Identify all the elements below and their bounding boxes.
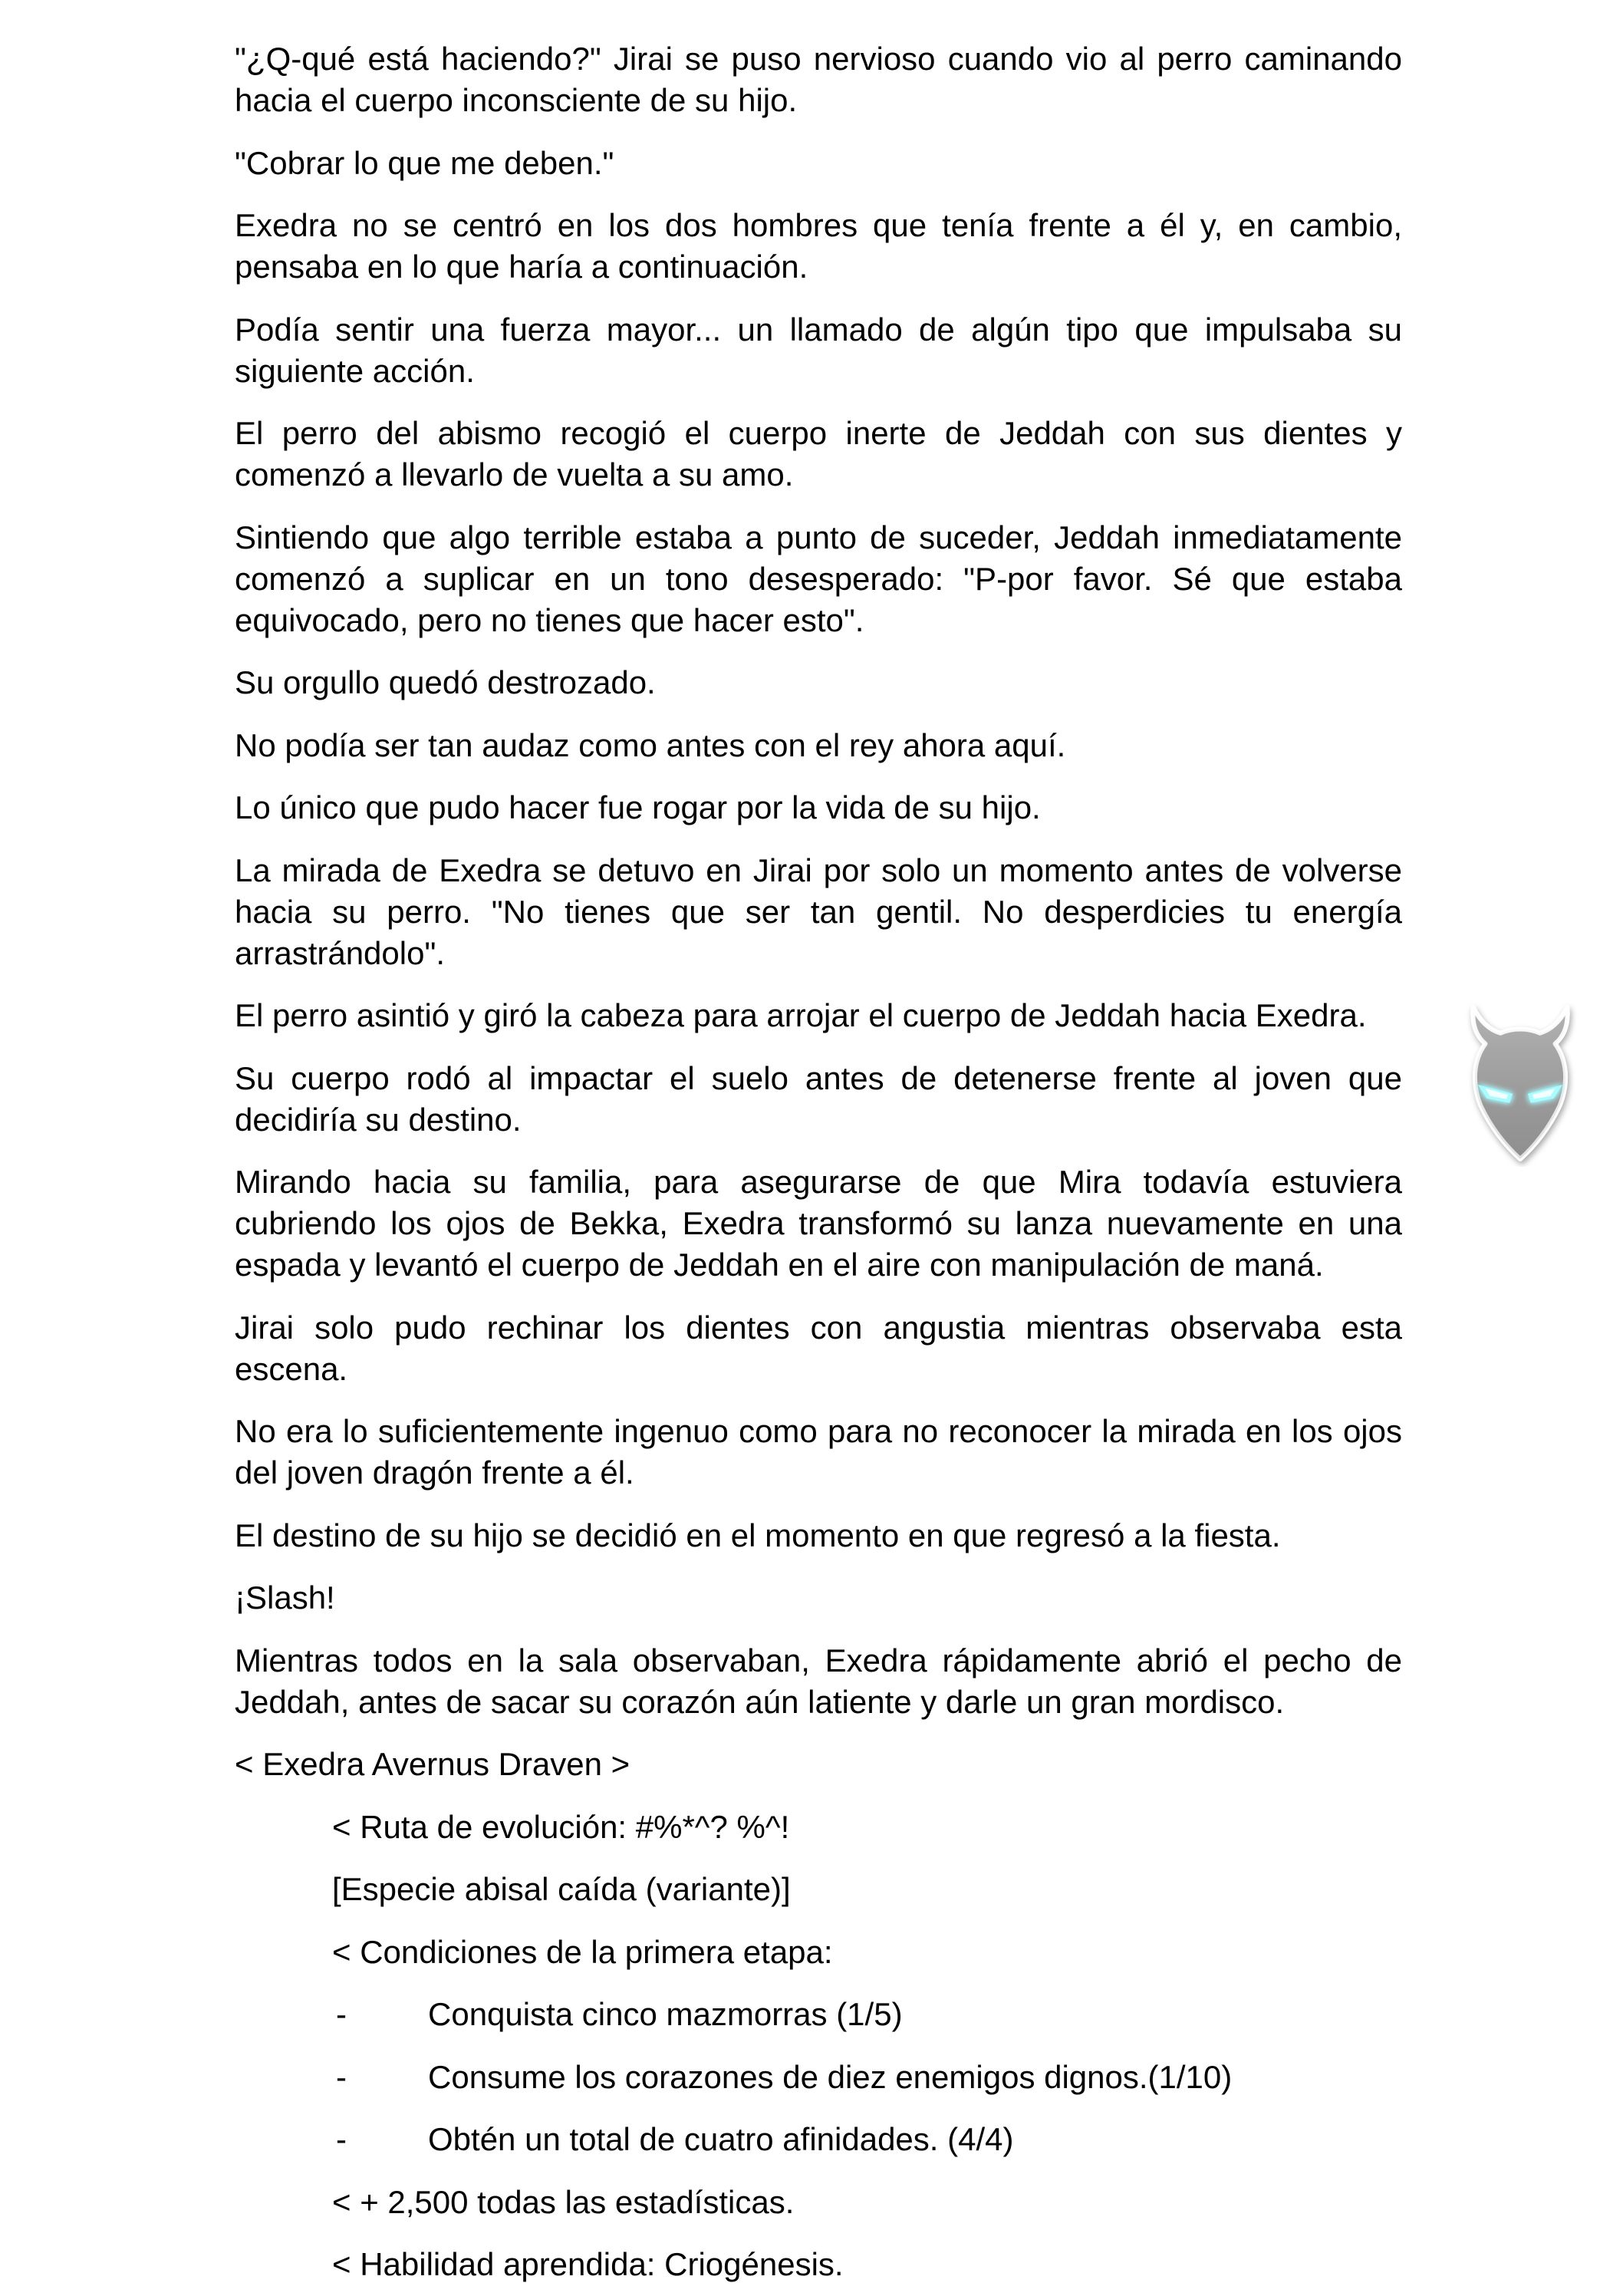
species-label bbox=[235, 1869, 1402, 1910]
paragraph-line: Mientras todos en la sala observaban, Exedra rápidamente abrió el pecho de bbox=[235, 1642, 1402, 1678]
paragraph-line: escena. bbox=[235, 1350, 348, 1387]
paragraph bbox=[235, 995, 1402, 1036]
watermark-logo bbox=[1452, 1000, 1588, 1167]
reward-skill-text: < Habilidad aprendida: Criogénesis. bbox=[332, 2246, 844, 2282]
paragraph-line: siguiente acción. bbox=[235, 352, 475, 389]
conditions-heading bbox=[235, 1932, 1402, 1973]
paragraph-line: arrastrándolo". bbox=[235, 934, 446, 971]
paragraph-line: Exedra no se centró en los dos hombres que tenía frente a él y, en cambio, bbox=[235, 207, 1402, 243]
reward-skill bbox=[235, 2244, 1402, 2285]
paragraph-line: Su orgullo quedó destrozado. bbox=[235, 664, 656, 700]
bullet-dash: - bbox=[336, 1996, 347, 2032]
condition-text: Obtén un total de cuatro afinidades. (4/4) bbox=[428, 2121, 1014, 2157]
paragraph bbox=[235, 850, 1402, 974]
paragraph-line: decidiría su destino. bbox=[235, 1101, 522, 1138]
paragraph-line: Sintiendo que algo terrible estaba a punto de suceder, Jeddah inmediatamente bbox=[235, 519, 1402, 555]
paragraph bbox=[235, 662, 1402, 703]
paragraph-line: cubriendo los ojos de Bekka, Exedra transformó su lanza nuevamente en una bbox=[235, 1205, 1402, 1241]
condition-item bbox=[235, 1994, 1402, 2035]
paragraph bbox=[235, 143, 1402, 184]
paragraph-line: Jirai solo pudo rechinar los dientes con angustia mientras observaba esta bbox=[235, 1309, 1402, 1346]
paragraph-line: equivocado, pero no tienes que hacer esto". bbox=[235, 601, 864, 638]
paragraph-line: Lo único que pudo hacer fue rogar por la vida de su hijo. bbox=[235, 789, 1041, 825]
condition-text: Consume los corazones de diez enemigos dignos.(1/10) bbox=[428, 2058, 1233, 2095]
bullet-dash: - bbox=[336, 2058, 347, 2095]
paragraph-line: Mirando hacia su familia, para asegurarse de que Mira todavía estuviera bbox=[235, 1164, 1402, 1200]
document-page bbox=[235, 38, 1402, 2285]
paragraph bbox=[235, 38, 1402, 121]
paragraph-line: espada y levantó el cuerpo de Jeddah en el aire con manipulación de maná. bbox=[235, 1247, 1324, 1283]
paragraph bbox=[235, 1640, 1402, 1723]
status-window-title bbox=[235, 1744, 1402, 1785]
paragraph-line: No era lo suficientemente ingenuo como para no reconocer la mirada en los ojos bbox=[235, 1413, 1402, 1449]
paragraph bbox=[235, 309, 1402, 392]
paragraph-line: El perro del abismo recogió el cuerpo inerte de Jeddah con sus dientes y bbox=[235, 415, 1402, 451]
paragraph-line: "¿Q-qué está haciendo?" Jirai se puso nervioso cuando vio al perro caminando bbox=[235, 41, 1402, 77]
paragraph bbox=[235, 725, 1402, 766]
condition-text: Conquista cinco mazmorras (1/5) bbox=[428, 1996, 903, 2032]
paragraph bbox=[235, 413, 1402, 496]
species-text: [Especie abisal caída (variante)] bbox=[332, 1871, 791, 1907]
reward-stats bbox=[235, 2182, 1402, 2223]
paragraph-line: No podía ser tan audaz como antes con el rey ahora aquí. bbox=[235, 726, 1066, 763]
paragraph-line: comenzó a suplicar en un tono desesperado: "P-por favor. Sé que estaba bbox=[235, 560, 1402, 597]
bullet-dash: - bbox=[336, 2121, 347, 2157]
paragraph-line: La mirada de Exedra se detuvo en Jirai por solo un momento antes de volverse bbox=[235, 852, 1402, 888]
paragraph bbox=[235, 1058, 1402, 1141]
paragraph-line: hacia el cuerpo inconsciente de su hijo. bbox=[235, 82, 798, 118]
paragraph bbox=[235, 1307, 1402, 1390]
reward-stats-text: < + 2,500 todas las estadísticas. bbox=[332, 2183, 795, 2220]
paragraph-line: Podía sentir una fuerza mayor... un llamado de algún tipo que impulsaba su bbox=[235, 311, 1402, 348]
condition-item bbox=[235, 2057, 1402, 2098]
conditions-heading-text: < Condiciones de la primera etapa: bbox=[332, 1933, 833, 1970]
paragraph bbox=[235, 787, 1402, 828]
paragraph-line: Su cuerpo rodó al impactar el suelo antes de detenerse frente al joven que bbox=[235, 1059, 1402, 1096]
paragraph bbox=[235, 1577, 1402, 1619]
paragraph-line: pensaba en lo que haría a continuación. bbox=[235, 249, 808, 285]
condition-item bbox=[235, 2119, 1402, 2160]
paragraph-line: El destino de su hijo se decidió en el momento en que regresó a la fiesta. bbox=[235, 1517, 1281, 1553]
paragraph bbox=[235, 205, 1402, 288]
paragraph-line: El perro asintió y giró la cabeza para arrojar el cuerpo de Jeddah hacia Exedra. bbox=[235, 997, 1367, 1033]
paragraph bbox=[235, 1161, 1402, 1286]
status-title-text: < Exedra Avernus Draven > bbox=[235, 1746, 630, 1782]
paragraph-line: ¡Slash! bbox=[235, 1580, 335, 1616]
devil-head-icon bbox=[1452, 1000, 1588, 1167]
paragraph-line: comenzó a llevarlo de vuelta a su amo. bbox=[235, 456, 794, 492]
paragraph bbox=[235, 517, 1402, 641]
paragraph-line: hacia su perro. "No tienes que ser tan gentil. No desperdicies tu energía bbox=[235, 893, 1402, 930]
paragraph-line: del joven dragón frente a él. bbox=[235, 1454, 634, 1491]
evolution-route bbox=[235, 1807, 1402, 1848]
paragraph bbox=[235, 1411, 1402, 1494]
paragraph-line: "Cobrar lo que me deben." bbox=[235, 144, 614, 181]
paragraph bbox=[235, 1515, 1402, 1556]
evolution-route-text: < Ruta de evolución: #%*^? %^! bbox=[332, 1808, 790, 1845]
paragraph-line: Jeddah, antes de sacar su corazón aún latiente y darle un gran mordisco. bbox=[235, 1683, 1285, 1720]
